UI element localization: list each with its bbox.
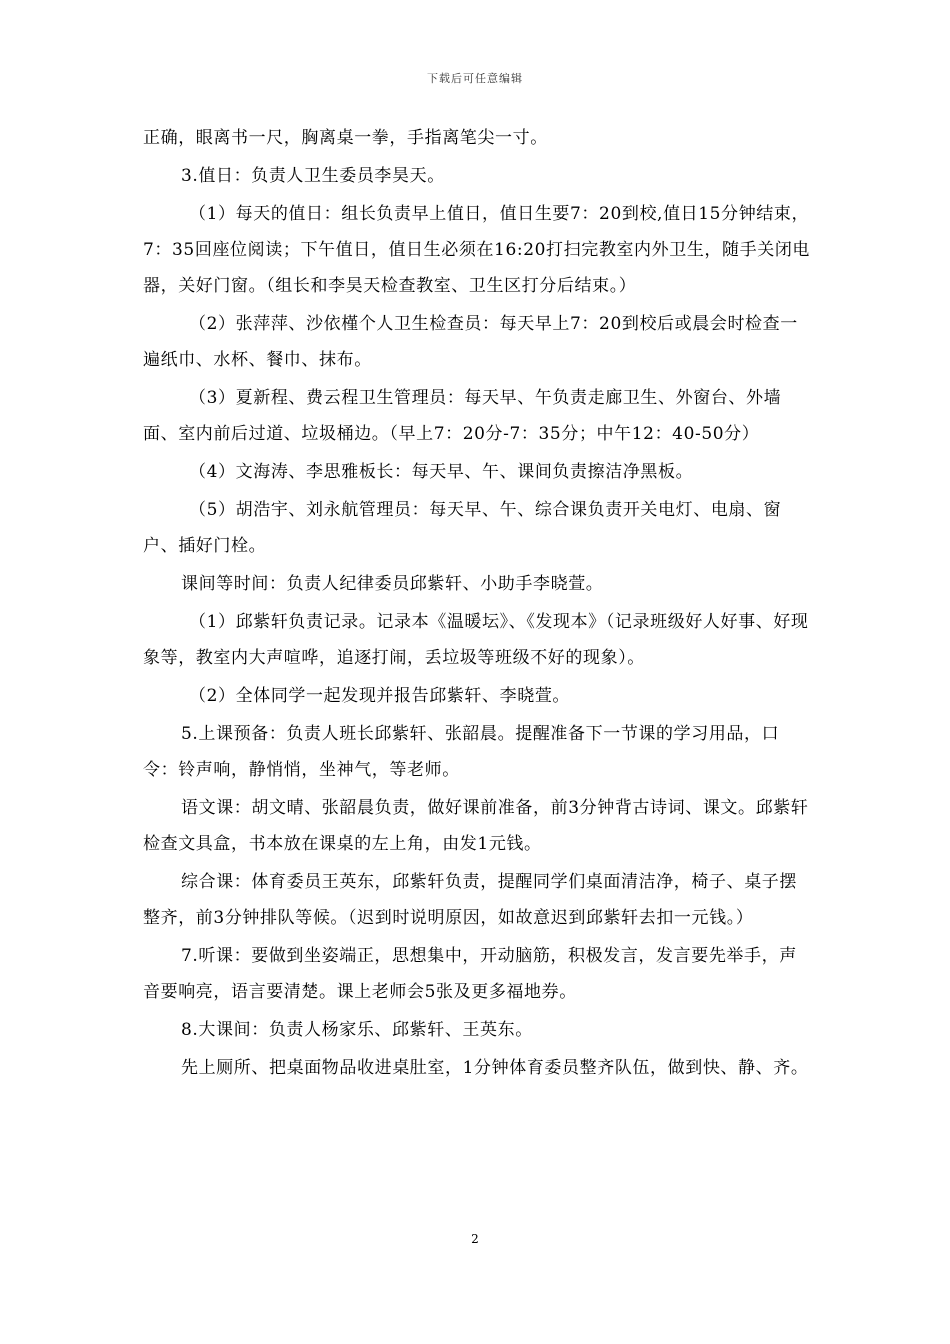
paragraph: 语文课：胡文晴、张韶晨负责，做好课前准备，前3分钟背古诗词、课文。邱紫轩检查文具盒，书本放在课桌的左上角，由发1元钱。 (143, 798, 809, 854)
paragraph: 8.大课间：负责人杨家乐、邱紫轩、王英东。 (181, 1020, 533, 1040)
paragraph: （2）张萍萍、沙依槿个人卫生检查员：每天早上7：20到校后或晨会时检查一遍纸巾、水杯、餐巾、抹布。 (143, 314, 798, 370)
paragraph: 课间等时间：负责人纪律委员邱紫轩、小助手李晓萱。 (181, 574, 604, 594)
paragraph: 正确，眼离书一尺，胸离桌一拳，手指离笔尖一寸。 (143, 128, 548, 148)
paragraph: （3）夏新程、费云程卫生管理员：每天早、午负责走廊卫生、外窗台、外墙面、室内前后过道、垃圾桶边。（早上7：20分-7：35分；中午12：40-50分） (143, 388, 782, 444)
paragraph: 先上厕所、把桌面物品收进桌肚室，1分钟体育委员整齐队伍，做到快、静、齐。 (181, 1058, 809, 1078)
paragraph: 综合课：体育委员王英东，邱紫轩负责，提醒同学们桌面清洁净，椅子、桌子摆整齐，前3分钟排队等候。（迟到时说明原因，如故意迟到邱紫轩去扣一元钱。） (143, 872, 797, 928)
paragraph: 3.值日：负责人卫生委员李昊天。 (181, 166, 445, 186)
paragraph: （4）文海涛、李思雅板长：每天早、午、课间负责擦洁净黑板。 (189, 462, 694, 482)
page-number: 2 (471, 1232, 479, 1246)
document-body (143, 120, 813, 1086)
page-header: 下载后可任意编辑 (427, 72, 523, 85)
paragraph: 7.听课：要做到坐姿端正，思想集中，开动脑筋，积极发言，发言要先举手，声音要响亮，语言要清楚。课上老师会5张及更多福地券。 (143, 946, 797, 1002)
paragraph: （1）邱紫轩负责记录。记录本《温暖坛》、《发现本》（记录班级好人好事、好现象等，教室内大声喧哗，追逐打闹，丢垃圾等班级不好的现象）。 (143, 612, 809, 668)
paragraph: 5.上课预备：负责人班长邱紫轩、张韶晨。提醒准备下一节课的学习用品，口令：铃声响，静悄悄，坐神气，等老师。 (143, 724, 780, 780)
paragraph: （1）每天的值日：组长负责早上值日，值日生要7：20到校,值日15分钟结束，7：35回座位阅读；下午值日，值日生必须在16:20打扫完教室内外卫生，随手关闭电器，关好门窗。（组长和李昊天检查教室、卫生区打分后结束。） (143, 204, 811, 296)
paragraph: （5）胡浩宇、刘永航管理员：每天早、午、综合课负责开关电灯、电扇、窗户、插好门栓。 (143, 500, 782, 556)
paragraph: （2）全体同学一起发现并报告邱紫轩、李晓萱。 (189, 686, 571, 706)
